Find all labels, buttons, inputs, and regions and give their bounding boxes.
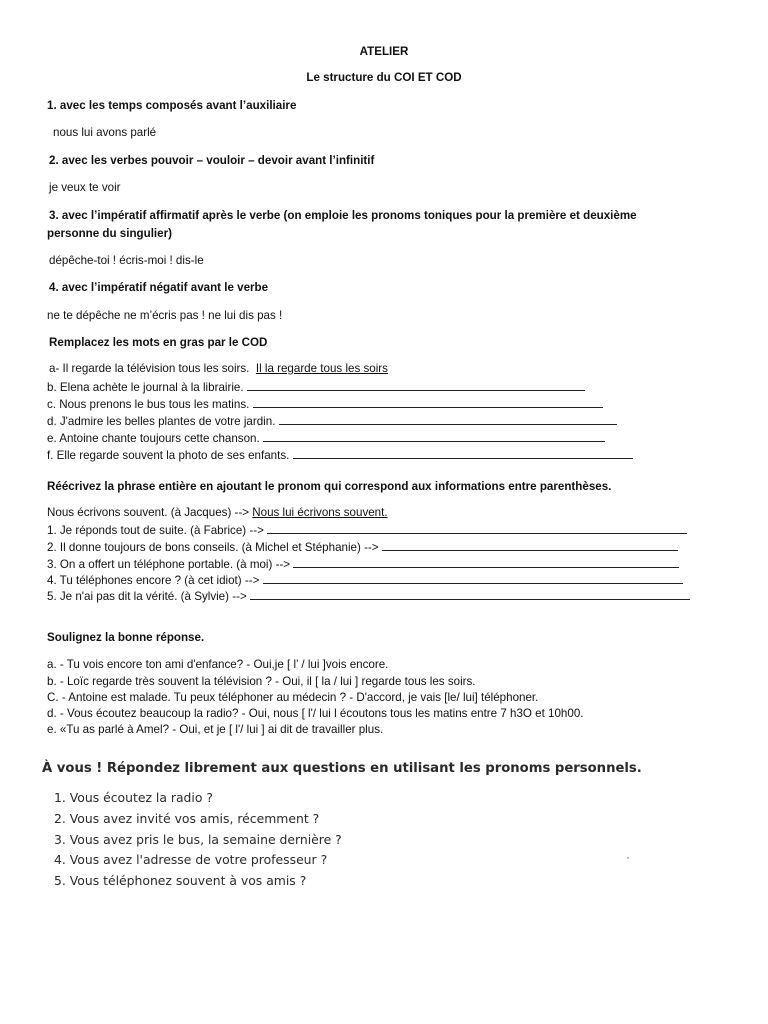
rule-4: 4. avec l’impératif négatif avant le verbe: [49, 281, 269, 294]
answer-blank[interactable]: [250, 588, 690, 600]
exercise-3-item-c[interactable]: C. - Antoine est malade. Tu peux téléphoner au médecin ? - D'accord, je vais [le/ lui] téléphoner.: [47, 691, 539, 704]
item-text: 1. Je réponds tout de suite. (à Fabrice) -->: [47, 524, 264, 537]
exercise-4-item-1: 1. Vous écoutez la radio ?: [54, 790, 213, 805]
answer-blank[interactable]: [263, 430, 605, 442]
page-subtitle: Le structure du COI ET COD: [306, 71, 462, 84]
answer-blank[interactable]: [293, 556, 679, 568]
exercise-1-example: [49, 362, 388, 376]
item-text: 4. Tu téléphones encore ? (à cet idiot) -->: [47, 574, 260, 587]
rule-3-line-1: 3. avec l’impératif affirmatif après le verbe (on emploie les pronoms toniques pour la première et deuxième: [49, 209, 637, 222]
exercise-3-item-a[interactable]: a. - Tu vois encore ton ami d'enfance? - Oui,je [ l’ / lui ]vois encore.: [47, 658, 389, 671]
exercise-2-item-3: [47, 556, 679, 572]
exercise-2-example: [47, 506, 388, 520]
example-answer: Il la regarde tous les soirs: [255, 362, 388, 375]
exercise-4-heading: À vous ! Répondez librement aux questions en utilisant les pronoms personnels.: [42, 761, 642, 776]
exercise-3-heading: Soulignez la bonne réponse.: [47, 631, 205, 644]
exercise-2-item-1: [47, 522, 687, 538]
example-sentence: a- Il regarde la télévision tous les soirs.: [49, 362, 250, 375]
rule-2: 2. avec les verbes pouvoir – vouloir – devoir avant l’infinitif: [49, 154, 375, 167]
rule-1-example: nous lui avons parlé: [53, 126, 157, 139]
answer-blank[interactable]: [253, 396, 603, 408]
exercise-4-item-5: 5. Vous téléphonez souvent à vos amis ?: [54, 873, 307, 888]
exercise-4-item-2: 2. Vous avez invité vos amis, récemment ?: [54, 811, 320, 826]
exercise-4-item-4: 4. Vous avez l'adresse de votre professeur ?: [54, 852, 328, 867]
scan-speck: [627, 857, 629, 859]
exercise-4-item-3: 3. Vous avez pris le bus, la semaine dernière ?: [54, 832, 342, 847]
item-text: 5. Je n'ai pas dit la vérité. (à Sylvie) -->: [47, 590, 247, 603]
answer-blank[interactable]: [279, 413, 617, 425]
exercise-3-item-d[interactable]: d. - Vous écoutez beaucoup la radio? - Oui, nous [ l'/ lui l écoutons tous les matins entre 7 h3O et 10h00.: [47, 707, 584, 720]
item-text: f. Elle regarde souvent la photo de ses enfants.: [47, 449, 290, 462]
example-sentence: Nous écrivons souvent. (à Jacques) -->: [47, 506, 250, 519]
exercise-1-item-c: [47, 396, 603, 412]
answer-blank[interactable]: [263, 572, 683, 584]
exercise-2-item-2: [47, 539, 678, 555]
example-answer: Nous lui écrivons souvent.: [252, 506, 388, 519]
item-text: 2. Il donne toujours de bons conseils. (à Michel et Stéphanie) -->: [47, 541, 379, 554]
item-text: d. J'admire les belles plantes de votre jardin.: [47, 415, 276, 428]
exercise-2-heading: Réécrivez la phrase entière en ajoutant le pronom qui correspond aux informations entre parenthèses.: [47, 480, 612, 493]
answer-blank[interactable]: [293, 447, 633, 459]
exercise-1-heading: Remplacez les mots en gras par le COD: [49, 336, 268, 349]
rule-1: 1. avec les temps composés avant l’auxiliaire: [47, 99, 297, 112]
exercise-2-item-4: [47, 572, 683, 588]
answer-blank[interactable]: [267, 522, 687, 534]
exercise-2-item-5: [47, 588, 690, 604]
exercise-3-item-b[interactable]: b. - Loïc regarde très souvent la télévision ? - Oui, il [ la / lui ] regarde tous les soirs.: [47, 675, 476, 688]
exercise-1-item-e: [47, 430, 605, 446]
item-text: 3. On a offert un téléphone portable. (à moi) -->: [47, 558, 291, 571]
exercise-1-item-b: [47, 379, 585, 395]
item-text: c. Nous prenons le bus tous les matins.: [47, 398, 250, 411]
rule-3-line-2: personne du singulier): [47, 227, 172, 240]
rule-4-example: ne te dépêche ne m’écris pas ! ne lui dis pas !: [47, 309, 283, 322]
item-text: e. Antoine chante toujours cette chanson.: [47, 432, 260, 445]
exercise-3-item-e[interactable]: e. «Tu as parlé à Amel? - Oui, et je [ l'/ lui ] ai dit de travailler plus.: [47, 723, 384, 736]
rule-3-example: dépêche-toi ! écris-moi ! dis-le: [49, 254, 204, 267]
answer-blank[interactable]: [382, 539, 678, 551]
item-text: b. Elena achète le journal à la librairie.: [47, 381, 244, 394]
exercise-1-item-d: [47, 413, 617, 429]
scanned-exercise: [38, 756, 642, 896]
page-title: ATELIER: [359, 45, 409, 58]
exercise-1-item-f: [47, 447, 633, 463]
rule-2-example: je veux te voir: [49, 181, 121, 194]
answer-blank[interactable]: [247, 379, 585, 391]
